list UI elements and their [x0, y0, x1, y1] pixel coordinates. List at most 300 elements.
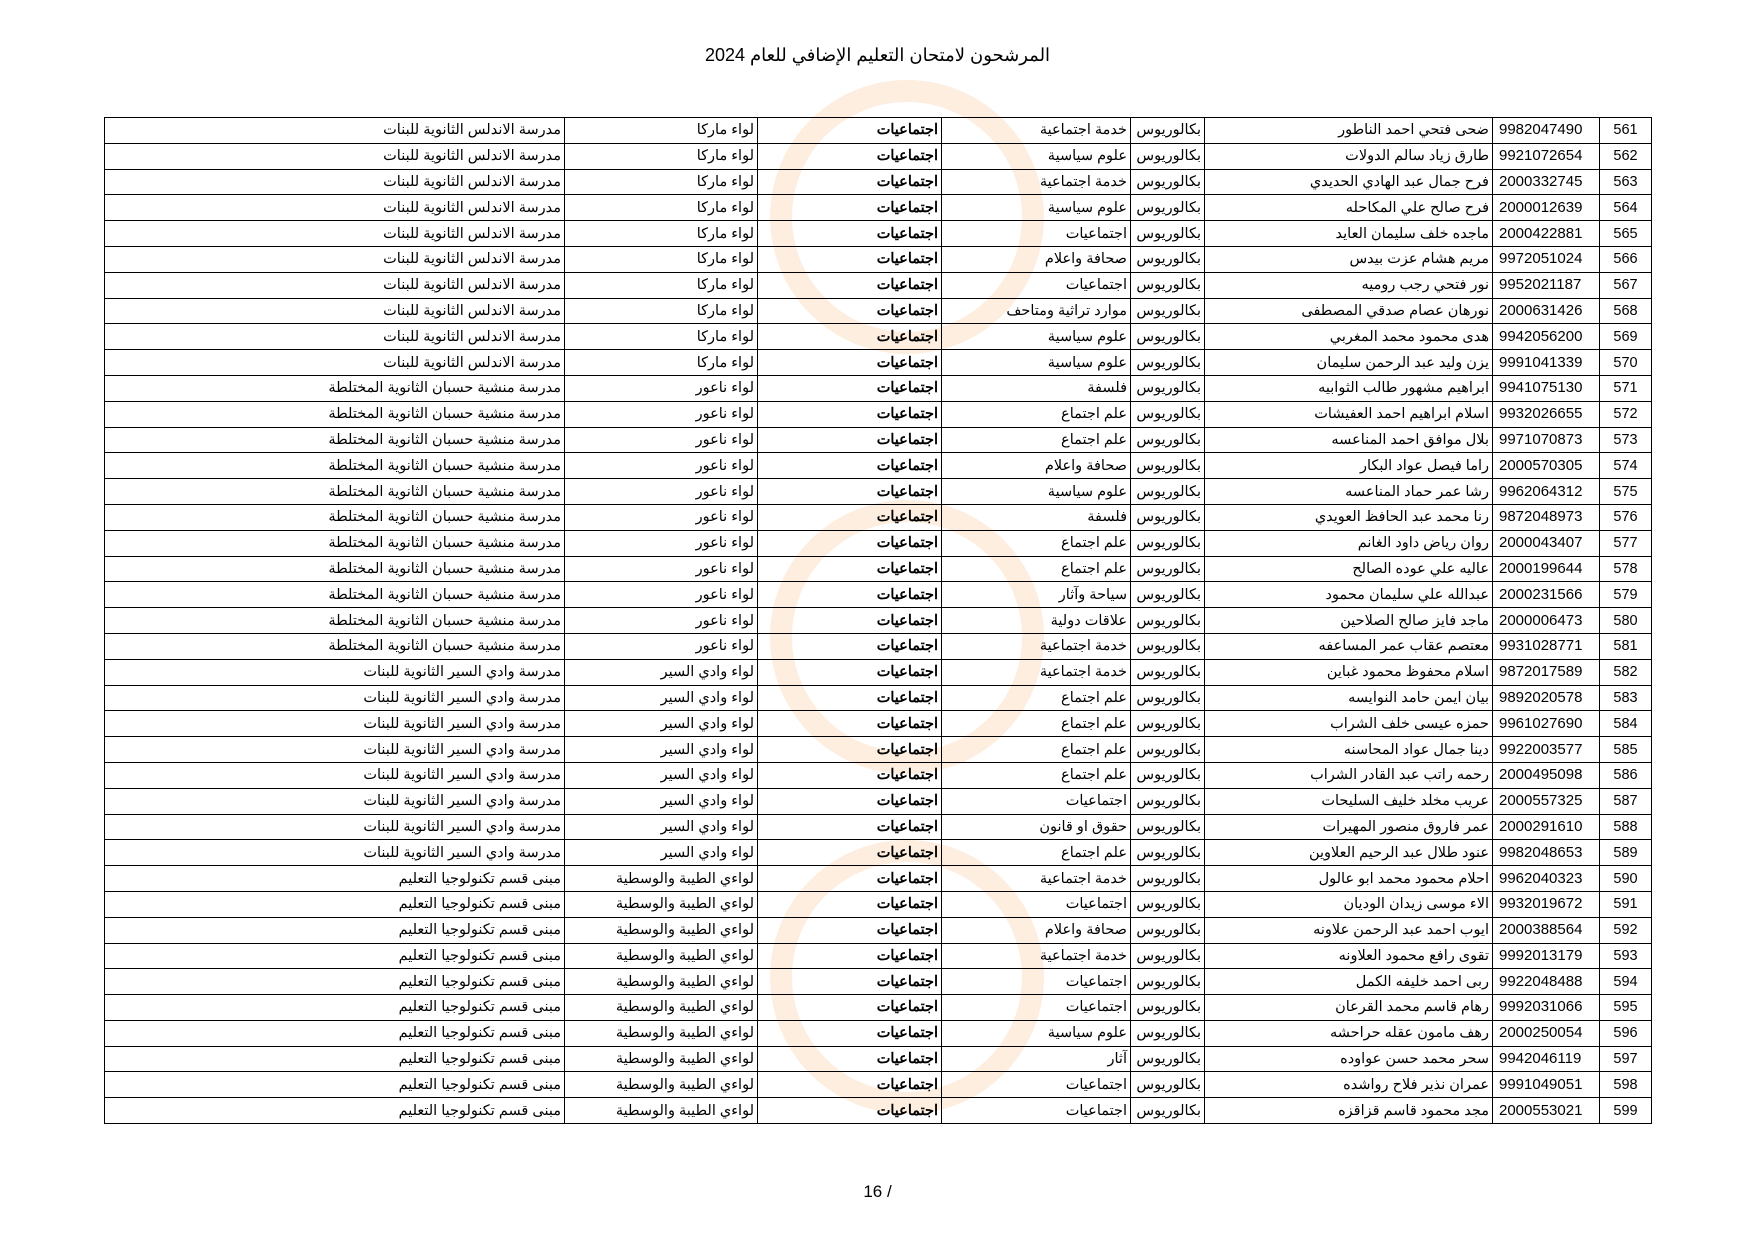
- table-row: [105, 504, 1652, 530]
- table-row: [105, 788, 1652, 814]
- major-cell: اجتماعيات: [942, 969, 1131, 995]
- row-number-cell: 597: [1600, 1046, 1652, 1072]
- candidate-name-cell: رهام قاسم محمد القرعان: [1205, 995, 1493, 1021]
- major-cell: فلسفة: [942, 375, 1131, 401]
- exam-center-cell: مدرسة منشية حسبان الثانوية المختلطة: [105, 401, 565, 427]
- candidate-name-cell: تقوى رافع محمود العلاونه: [1205, 943, 1493, 969]
- major-cell: صحافة واعلام: [942, 246, 1131, 272]
- table-row: [105, 969, 1652, 995]
- major-cell: اجتماعيات: [942, 891, 1131, 917]
- exam-center-cell: مدرسة وادي السير الثانوية للبنات: [105, 762, 565, 788]
- exam-center-cell: مبنى قسم تكنولوجيا التعليم: [105, 1020, 565, 1046]
- degree-cell: بكالوريوس: [1131, 375, 1205, 401]
- district-cell: لواءي الطيبة والوسطية: [565, 995, 758, 1021]
- exam-center-cell: مدرسة الاندلس الثانوية للبنات: [105, 169, 565, 195]
- candidate-name-cell: عبدالله علي سليمان محمود: [1205, 582, 1493, 608]
- major-cell: خدمة اجتماعية: [942, 866, 1131, 892]
- degree-cell: بكالوريوس: [1131, 840, 1205, 866]
- row-number-cell: 580: [1600, 608, 1652, 634]
- exam-center-cell: مبنى قسم تكنولوجيا التعليم: [105, 995, 565, 1021]
- candidate-name-cell: احلام محمود محمد ابو عالول: [1205, 866, 1493, 892]
- exam-center-cell: مبنى قسم تكنولوجيا التعليم: [105, 1098, 565, 1124]
- district-cell: لواء ماركا: [565, 143, 758, 169]
- district-cell: لواء ناعور: [565, 375, 758, 401]
- branch-cell: اجتماعيات: [758, 1046, 942, 1072]
- major-cell: علم اجتماع: [942, 840, 1131, 866]
- degree-cell: بكالوريوس: [1131, 633, 1205, 659]
- exam-center-cell: مبنى قسم تكنولوجيا التعليم: [105, 891, 565, 917]
- candidate-id-cell: 9872017589: [1493, 659, 1600, 685]
- degree-cell: بكالوريوس: [1131, 1098, 1205, 1124]
- table-row: [105, 530, 1652, 556]
- candidate-name-cell: طارق زياد سالم الدولات: [1205, 143, 1493, 169]
- district-cell: لواءي الطيبة والوسطية: [565, 1098, 758, 1124]
- degree-cell: بكالوريوس: [1131, 788, 1205, 814]
- district-cell: لواء ماركا: [565, 272, 758, 298]
- district-cell: لواء ماركا: [565, 350, 758, 376]
- candidate-name-cell: رشا عمر حماد المناعسه: [1205, 479, 1493, 505]
- table-row: [105, 298, 1652, 324]
- exam-center-cell: مبنى قسم تكنولوجيا التعليم: [105, 917, 565, 943]
- candidate-id-cell: 2000043407: [1493, 530, 1600, 556]
- candidate-name-cell: نورهان عصام صدقي المصطفى: [1205, 298, 1493, 324]
- candidate-name-cell: راما فيصل عواد البكار: [1205, 453, 1493, 479]
- table-row: [105, 608, 1652, 634]
- candidate-name-cell: عنود طلال عبد الرحيم العلاوين: [1205, 840, 1493, 866]
- candidate-id-cell: 2000422881: [1493, 221, 1600, 247]
- branch-cell: اجتماعيات: [758, 943, 942, 969]
- row-number-cell: 583: [1600, 685, 1652, 711]
- major-cell: خدمة اجتماعية: [942, 169, 1131, 195]
- major-cell: علوم سياسية: [942, 143, 1131, 169]
- exam-center-cell: مبنى قسم تكنولوجيا التعليم: [105, 943, 565, 969]
- exam-center-cell: مدرسة منشية حسبان الثانوية المختلطة: [105, 556, 565, 582]
- candidate-name-cell: ايوب احمد عبد الرحمن علاونه: [1205, 917, 1493, 943]
- row-number-cell: 562: [1600, 143, 1652, 169]
- row-number-cell: 563: [1600, 169, 1652, 195]
- candidate-id-cell: 9942056200: [1493, 324, 1600, 350]
- exam-center-cell: مدرسة الاندلس الثانوية للبنات: [105, 143, 565, 169]
- candidate-name-cell: ماجد فايز صالح الصلاحين: [1205, 608, 1493, 634]
- major-cell: علوم سياسية: [942, 324, 1131, 350]
- district-cell: لواءي الطيبة والوسطية: [565, 1072, 758, 1098]
- district-cell: لواء ماركا: [565, 324, 758, 350]
- table-row: [105, 1046, 1652, 1072]
- candidate-id-cell: 9971070873: [1493, 427, 1600, 453]
- candidate-name-cell: بلال موافق احمد المناعسه: [1205, 427, 1493, 453]
- candidate-name-cell: ضحى فتحي احمد الناطور: [1205, 118, 1493, 144]
- table-row: [105, 633, 1652, 659]
- branch-cell: اجتماعيات: [758, 272, 942, 298]
- candidate-id-cell: 9892020578: [1493, 685, 1600, 711]
- candidate-name-cell: روان رياض داود الغانم: [1205, 530, 1493, 556]
- candidate-name-cell: عاليه علي عوده الصالح: [1205, 556, 1493, 582]
- branch-cell: اجتماعيات: [758, 1098, 942, 1124]
- candidate-id-cell: 9872048973: [1493, 504, 1600, 530]
- branch-cell: اجتماعيات: [758, 840, 942, 866]
- table-row: [105, 814, 1652, 840]
- branch-cell: اجتماعيات: [758, 762, 942, 788]
- degree-cell: بكالوريوس: [1131, 711, 1205, 737]
- branch-cell: اجتماعيات: [758, 375, 942, 401]
- district-cell: لواءي الطيبة والوسطية: [565, 1046, 758, 1072]
- major-cell: خدمة اجتماعية: [942, 633, 1131, 659]
- major-cell: علوم سياسية: [942, 1020, 1131, 1046]
- table-row: [105, 685, 1652, 711]
- candidate-name-cell: عمر فاروق منصور المهيرات: [1205, 814, 1493, 840]
- candidate-id-cell: 9972051024: [1493, 246, 1600, 272]
- page-title: المرشحون لامتحان التعليم الإضافي للعام 2024: [704, 45, 1051, 65]
- row-number-cell: 592: [1600, 917, 1652, 943]
- major-cell: علوم سياسية: [942, 350, 1131, 376]
- degree-cell: بكالوريوس: [1131, 298, 1205, 324]
- district-cell: لواءي الطيبة والوسطية: [565, 1020, 758, 1046]
- degree-cell: بكالوريوس: [1131, 995, 1205, 1021]
- table-row: [105, 350, 1652, 376]
- degree-cell: بكالوريوس: [1131, 118, 1205, 144]
- major-cell: خدمة اجتماعية: [942, 659, 1131, 685]
- degree-cell: بكالوريوس: [1131, 143, 1205, 169]
- candidate-id-cell: 9942046119: [1493, 1046, 1600, 1072]
- table-row: [105, 118, 1652, 144]
- major-cell: علوم سياسية: [942, 195, 1131, 221]
- row-number-cell: 566: [1600, 246, 1652, 272]
- degree-cell: بكالوريوس: [1131, 169, 1205, 195]
- candidate-id-cell: 2000250054: [1493, 1020, 1600, 1046]
- candidate-id-cell: 2000553021: [1493, 1098, 1600, 1124]
- degree-cell: بكالوريوس: [1131, 272, 1205, 298]
- candidate-name-cell: مريم هشام عزت بيدس: [1205, 246, 1493, 272]
- degree-cell: بكالوريوس: [1131, 917, 1205, 943]
- branch-cell: اجتماعيات: [758, 814, 942, 840]
- degree-cell: بكالوريوس: [1131, 195, 1205, 221]
- table-row: [105, 659, 1652, 685]
- branch-cell: اجتماعيات: [758, 788, 942, 814]
- table-row: [105, 272, 1652, 298]
- exam-center-cell: مدرسة الاندلس الثانوية للبنات: [105, 272, 565, 298]
- candidate-name-cell: ربى احمد خليفه الكمل: [1205, 969, 1493, 995]
- candidate-id-cell: 2000570305: [1493, 453, 1600, 479]
- row-number-cell: 579: [1600, 582, 1652, 608]
- major-cell: علم اجتماع: [942, 685, 1131, 711]
- candidate-id-cell: 2000291610: [1493, 814, 1600, 840]
- degree-cell: بكالوريوس: [1131, 556, 1205, 582]
- exam-center-cell: مدرسة منشية حسبان الثانوية المختلطة: [105, 504, 565, 530]
- candidate-name-cell: يزن وليد عبد الرحمن سليمان: [1205, 350, 1493, 376]
- candidate-id-cell: 2000012639: [1493, 195, 1600, 221]
- exam-center-cell: مدرسة وادي السير الثانوية للبنات: [105, 840, 565, 866]
- district-cell: لواء ماركا: [565, 195, 758, 221]
- branch-cell: اجتماعيات: [758, 195, 942, 221]
- candidate-name-cell: نور فتحي رجب روميه: [1205, 272, 1493, 298]
- row-number-cell: 571: [1600, 375, 1652, 401]
- candidate-name-cell: عمران نذير فلاح رواشده: [1205, 1072, 1493, 1098]
- district-cell: لواء ناعور: [565, 401, 758, 427]
- branch-cell: اجتماعيات: [758, 737, 942, 763]
- major-cell: علم اجتماع: [942, 711, 1131, 737]
- district-cell: لواء ماركا: [565, 118, 758, 144]
- row-number-cell: 573: [1600, 427, 1652, 453]
- candidate-id-cell: 2000631426: [1493, 298, 1600, 324]
- table-row: [105, 1072, 1652, 1098]
- exam-center-cell: مدرسة منشية حسبان الثانوية المختلطة: [105, 479, 565, 505]
- candidate-id-cell: 2000388564: [1493, 917, 1600, 943]
- candidate-id-cell: 9962064312: [1493, 479, 1600, 505]
- degree-cell: بكالوريوس: [1131, 1020, 1205, 1046]
- candidate-name-cell: سحر محمد حسن عواوده: [1205, 1046, 1493, 1072]
- exam-center-cell: مبنى قسم تكنولوجيا التعليم: [105, 969, 565, 995]
- major-cell: اجتماعيات: [942, 272, 1131, 298]
- degree-cell: بكالوريوس: [1131, 969, 1205, 995]
- table-row: [105, 917, 1652, 943]
- page-number: 16 /: [863, 1182, 892, 1201]
- degree-cell: بكالوريوس: [1131, 350, 1205, 376]
- district-cell: لواء ناعور: [565, 556, 758, 582]
- major-cell: صحافة واعلام: [942, 917, 1131, 943]
- district-cell: لواء وادي السير: [565, 711, 758, 737]
- candidate-id-cell: 9952021187: [1493, 272, 1600, 298]
- candidate-name-cell: حمزه عيسى خلف الشراب: [1205, 711, 1493, 737]
- row-number-cell: 586: [1600, 762, 1652, 788]
- table-row: [105, 324, 1652, 350]
- degree-cell: بكالوريوس: [1131, 530, 1205, 556]
- district-cell: لواء وادي السير: [565, 737, 758, 763]
- candidate-name-cell: معتصم عقاب عمر المساعفه: [1205, 633, 1493, 659]
- degree-cell: بكالوريوس: [1131, 891, 1205, 917]
- degree-cell: بكالوريوس: [1131, 479, 1205, 505]
- candidate-name-cell: اسلام ابراهيم احمد العفيشات: [1205, 401, 1493, 427]
- degree-cell: بكالوريوس: [1131, 427, 1205, 453]
- table-row: [105, 762, 1652, 788]
- branch-cell: اجتماعيات: [758, 582, 942, 608]
- table-row: [105, 556, 1652, 582]
- exam-center-cell: مدرسة الاندلس الثانوية للبنات: [105, 195, 565, 221]
- candidate-name-cell: مجد محمود قاسم قزاقزه: [1205, 1098, 1493, 1124]
- table-row: [105, 840, 1652, 866]
- row-number-cell: 593: [1600, 943, 1652, 969]
- branch-cell: اجتماعيات: [758, 1072, 942, 1098]
- branch-cell: اجتماعيات: [758, 995, 942, 1021]
- candidate-id-cell: 9982048653: [1493, 840, 1600, 866]
- candidate-id-cell: 2000006473: [1493, 608, 1600, 634]
- branch-cell: اجتماعيات: [758, 143, 942, 169]
- district-cell: لواء وادي السير: [565, 659, 758, 685]
- major-cell: آثار: [942, 1046, 1131, 1072]
- major-cell: موارد تراثية ومتاحف: [942, 298, 1131, 324]
- major-cell: علاقات دولية: [942, 608, 1131, 634]
- table-row: [105, 1020, 1652, 1046]
- degree-cell: بكالوريوس: [1131, 866, 1205, 892]
- district-cell: لواء ماركا: [565, 221, 758, 247]
- branch-cell: اجتماعيات: [758, 866, 942, 892]
- branch-cell: اجتماعيات: [758, 891, 942, 917]
- row-number-cell: 589: [1600, 840, 1652, 866]
- exam-center-cell: مدرسة منشية حسبان الثانوية المختلطة: [105, 530, 565, 556]
- candidate-id-cell: 9992031066: [1493, 995, 1600, 1021]
- exam-center-cell: مدرسة منشية حسبان الثانوية المختلطة: [105, 375, 565, 401]
- table-row: [105, 143, 1652, 169]
- exam-center-cell: مبنى قسم تكنولوجيا التعليم: [105, 1072, 565, 1098]
- district-cell: لواء وادي السير: [565, 762, 758, 788]
- candidate-name-cell: ابراهيم مشهور طالب الثوابيه: [1205, 375, 1493, 401]
- exam-center-cell: مدرسة الاندلس الثانوية للبنات: [105, 298, 565, 324]
- district-cell: لواء وادي السير: [565, 814, 758, 840]
- row-number-cell: 595: [1600, 995, 1652, 1021]
- district-cell: لواء وادي السير: [565, 788, 758, 814]
- degree-cell: بكالوريوس: [1131, 737, 1205, 763]
- candidates-table: [104, 117, 1652, 1124]
- branch-cell: اجتماعيات: [758, 324, 942, 350]
- district-cell: لواء ناعور: [565, 453, 758, 479]
- table-row: [105, 401, 1652, 427]
- row-number-cell: 590: [1600, 866, 1652, 892]
- row-number-cell: 584: [1600, 711, 1652, 737]
- candidate-id-cell: 9991041339: [1493, 350, 1600, 376]
- candidate-name-cell: فرح صالح علي المكاحله: [1205, 195, 1493, 221]
- row-number-cell: 585: [1600, 737, 1652, 763]
- exam-center-cell: مدرسة الاندلس الثانوية للبنات: [105, 246, 565, 272]
- row-number-cell: 581: [1600, 633, 1652, 659]
- branch-cell: اجتماعيات: [758, 556, 942, 582]
- major-cell: علم اجتماع: [942, 762, 1131, 788]
- exam-center-cell: مدرسة وادي السير الثانوية للبنات: [105, 788, 565, 814]
- district-cell: لواءي الطيبة والوسطية: [565, 969, 758, 995]
- table-row: [105, 246, 1652, 272]
- row-number-cell: 568: [1600, 298, 1652, 324]
- branch-cell: اجتماعيات: [758, 1020, 942, 1046]
- exam-center-cell: مبنى قسم تكنولوجيا التعليم: [105, 866, 565, 892]
- row-number-cell: 596: [1600, 1020, 1652, 1046]
- candidate-id-cell: 2000495098: [1493, 762, 1600, 788]
- row-number-cell: 577: [1600, 530, 1652, 556]
- degree-cell: بكالوريوس: [1131, 324, 1205, 350]
- candidate-id-cell: 9931028771: [1493, 633, 1600, 659]
- table-row: [105, 195, 1652, 221]
- table-row: [105, 427, 1652, 453]
- branch-cell: اجتماعيات: [758, 350, 942, 376]
- branch-cell: اجتماعيات: [758, 246, 942, 272]
- branch-cell: اجتماعيات: [758, 685, 942, 711]
- table-row: [105, 582, 1652, 608]
- district-cell: لواءي الطيبة والوسطية: [565, 943, 758, 969]
- branch-cell: اجتماعيات: [758, 504, 942, 530]
- table-row: [105, 737, 1652, 763]
- degree-cell: بكالوريوس: [1131, 401, 1205, 427]
- candidate-name-cell: رحمه راتب عبد القادر الشراب: [1205, 762, 1493, 788]
- candidate-id-cell: 9982047490: [1493, 118, 1600, 144]
- branch-cell: اجتماعيات: [758, 221, 942, 247]
- branch-cell: اجتماعيات: [758, 169, 942, 195]
- branch-cell: اجتماعيات: [758, 479, 942, 505]
- row-number-cell: 591: [1600, 891, 1652, 917]
- branch-cell: اجتماعيات: [758, 969, 942, 995]
- major-cell: علم اجتماع: [942, 530, 1131, 556]
- district-cell: لواء وادي السير: [565, 685, 758, 711]
- table-row: [105, 891, 1652, 917]
- row-number-cell: 565: [1600, 221, 1652, 247]
- row-number-cell: 594: [1600, 969, 1652, 995]
- branch-cell: اجتماعيات: [758, 453, 942, 479]
- district-cell: لواء ناعور: [565, 530, 758, 556]
- row-number-cell: 572: [1600, 401, 1652, 427]
- row-number-cell: 574: [1600, 453, 1652, 479]
- district-cell: لواء ناعور: [565, 427, 758, 453]
- exam-center-cell: مدرسة وادي السير الثانوية للبنات: [105, 659, 565, 685]
- degree-cell: بكالوريوس: [1131, 762, 1205, 788]
- branch-cell: اجتماعيات: [758, 298, 942, 324]
- table-row: [105, 479, 1652, 505]
- district-cell: لواء ناعور: [565, 633, 758, 659]
- exam-center-cell: مدرسة الاندلس الثانوية للبنات: [105, 350, 565, 376]
- candidate-name-cell: ماجده خلف سليمان العايد: [1205, 221, 1493, 247]
- exam-center-cell: مدرسة منشية حسبان الثانوية المختلطة: [105, 427, 565, 453]
- district-cell: لواء ماركا: [565, 298, 758, 324]
- district-cell: لواء ماركا: [565, 169, 758, 195]
- exam-center-cell: مدرسة الاندلس الثانوية للبنات: [105, 221, 565, 247]
- exam-center-cell: مبنى قسم تكنولوجيا التعليم: [105, 1046, 565, 1072]
- candidate-name-cell: عريب مخلد خليف السليحات: [1205, 788, 1493, 814]
- degree-cell: بكالوريوس: [1131, 814, 1205, 840]
- exam-center-cell: مدرسة منشية حسبان الثانوية المختلطة: [105, 582, 565, 608]
- branch-cell: اجتماعيات: [758, 530, 942, 556]
- major-cell: اجتماعيات: [942, 995, 1131, 1021]
- branch-cell: اجتماعيات: [758, 917, 942, 943]
- candidate-id-cell: 9932026655: [1493, 401, 1600, 427]
- branch-cell: اجتماعيات: [758, 118, 942, 144]
- row-number-cell: 561: [1600, 118, 1652, 144]
- district-cell: لواء ناعور: [565, 479, 758, 505]
- major-cell: علم اجتماع: [942, 737, 1131, 763]
- candidate-id-cell: 9922048488: [1493, 969, 1600, 995]
- degree-cell: بكالوريوس: [1131, 659, 1205, 685]
- candidate-id-cell: 2000231566: [1493, 582, 1600, 608]
- row-number-cell: 578: [1600, 556, 1652, 582]
- candidate-name-cell: دينا جمال عواد المحاسنه: [1205, 737, 1493, 763]
- major-cell: خدمة اجتماعية: [942, 943, 1131, 969]
- row-number-cell: 598: [1600, 1072, 1652, 1098]
- exam-center-cell: مدرسة منشية حسبان الثانوية المختلطة: [105, 608, 565, 634]
- degree-cell: بكالوريوس: [1131, 582, 1205, 608]
- candidate-id-cell: 9962040323: [1493, 866, 1600, 892]
- table-row: [105, 943, 1652, 969]
- candidate-id-cell: 2000332745: [1493, 169, 1600, 195]
- degree-cell: بكالوريوس: [1131, 685, 1205, 711]
- major-cell: خدمة اجتماعية: [942, 118, 1131, 144]
- candidate-id-cell: 9932019672: [1493, 891, 1600, 917]
- candidate-id-cell: 9992013179: [1493, 943, 1600, 969]
- degree-cell: بكالوريوس: [1131, 453, 1205, 479]
- major-cell: صحافة واعلام: [942, 453, 1131, 479]
- major-cell: سياحة وآثار: [942, 582, 1131, 608]
- candidate-name-cell: اسلام محفوظ محمود غباين: [1205, 659, 1493, 685]
- candidate-name-cell: الاء موسى زيدان الوديان: [1205, 891, 1493, 917]
- candidate-id-cell: 2000199644: [1493, 556, 1600, 582]
- degree-cell: بكالوريوس: [1131, 608, 1205, 634]
- table-row: [105, 453, 1652, 479]
- exam-center-cell: مدرسة منشية حسبان الثانوية المختلطة: [105, 453, 565, 479]
- candidate-name-cell: رهف مامون عقله حراحشه: [1205, 1020, 1493, 1046]
- table-row: [105, 995, 1652, 1021]
- row-number-cell: 567: [1600, 272, 1652, 298]
- branch-cell: اجتماعيات: [758, 659, 942, 685]
- degree-cell: بكالوريوس: [1131, 246, 1205, 272]
- major-cell: اجتماعيات: [942, 788, 1131, 814]
- row-number-cell: 588: [1600, 814, 1652, 840]
- table-row: [105, 169, 1652, 195]
- branch-cell: اجتماعيات: [758, 608, 942, 634]
- candidate-id-cell: 2000557325: [1493, 788, 1600, 814]
- branch-cell: اجتماعيات: [758, 427, 942, 453]
